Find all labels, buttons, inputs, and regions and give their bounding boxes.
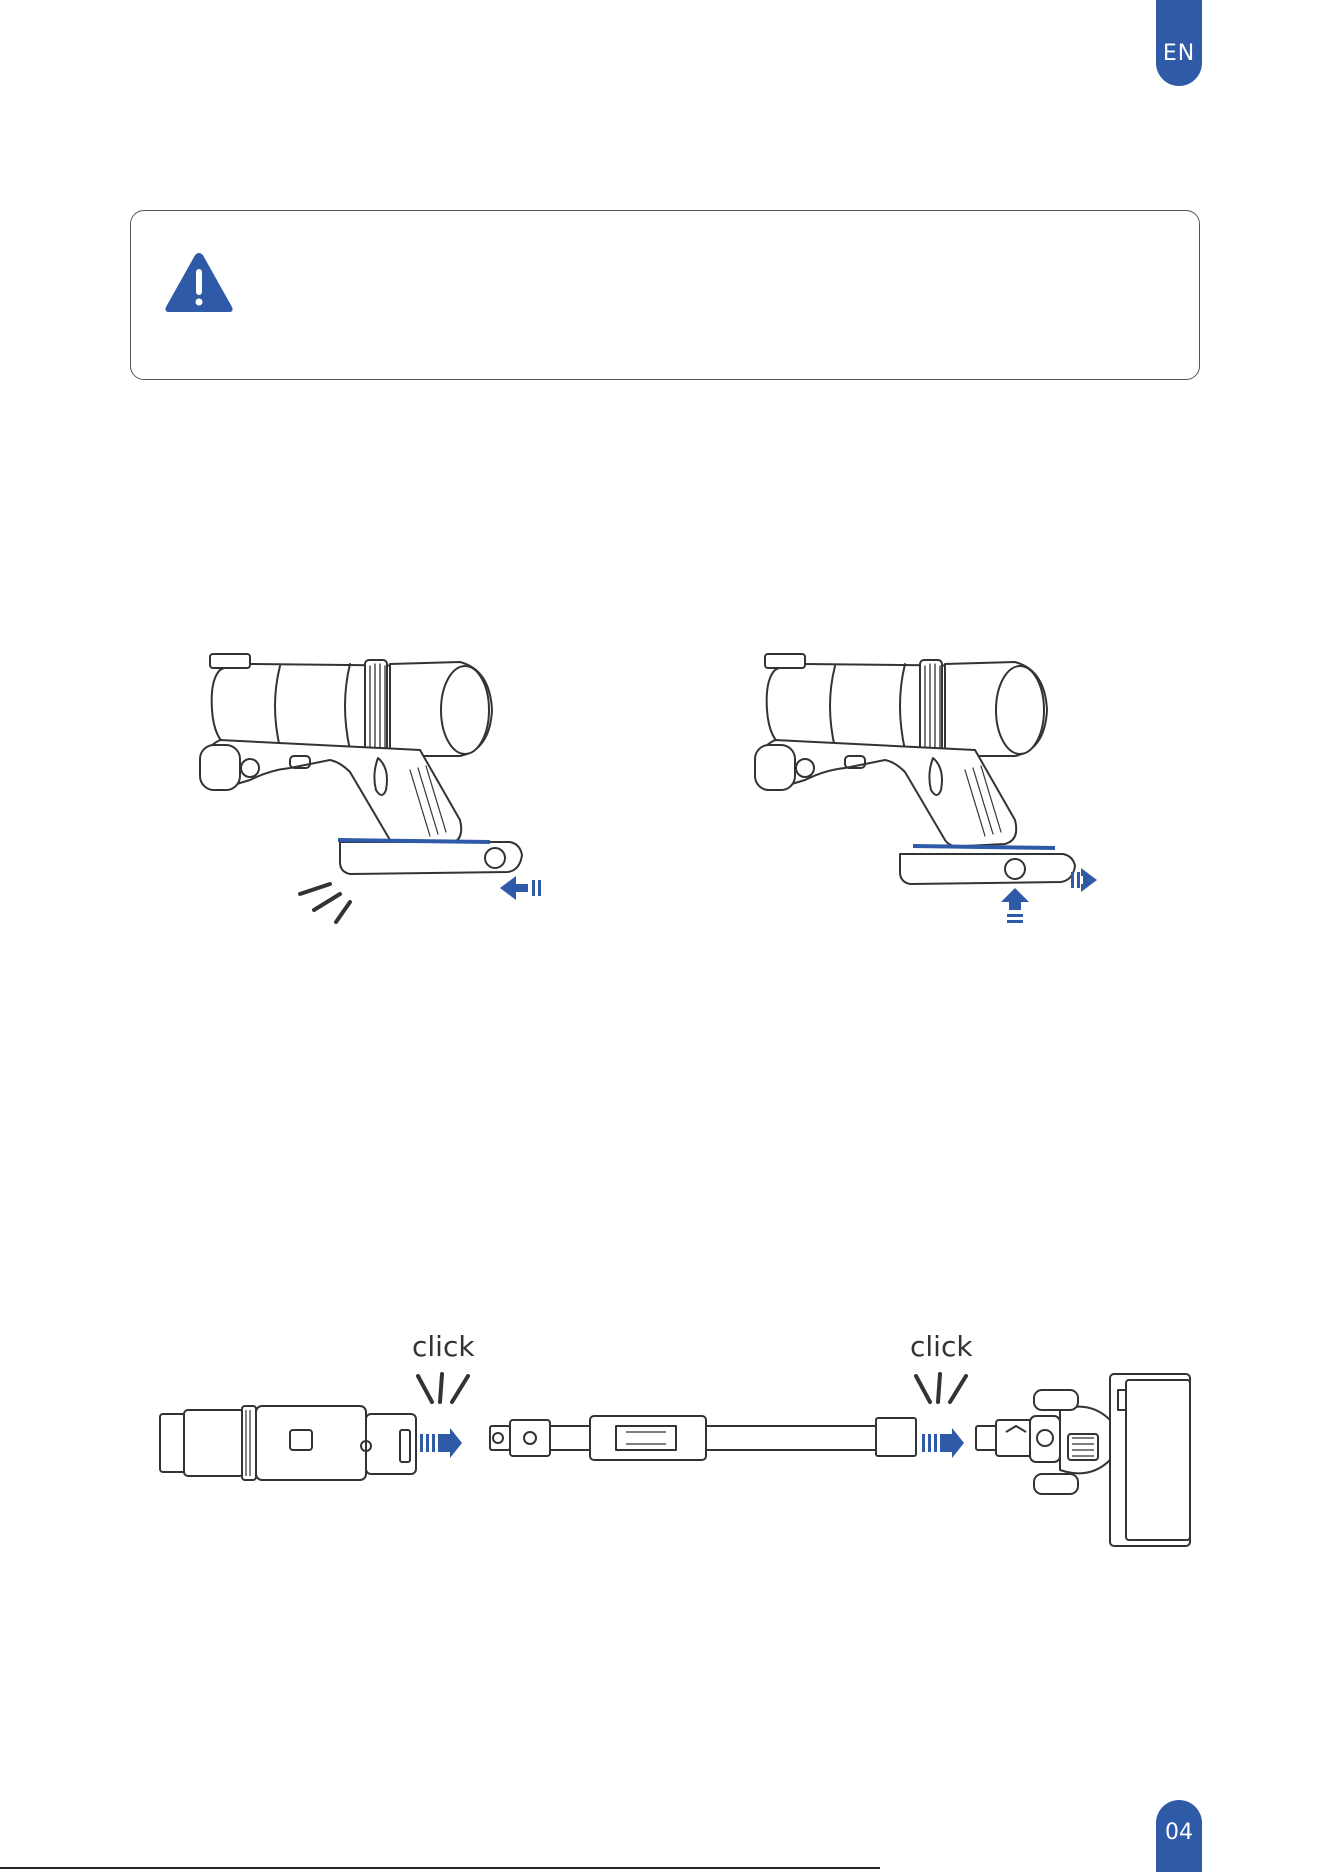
page-number-tab	[1156, 1800, 1202, 1872]
warning-triangle-icon	[163, 249, 235, 315]
language-tab	[1156, 0, 1202, 86]
battery-remove-figure	[745, 640, 1185, 940]
page-number: 04	[1165, 1820, 1193, 1845]
click-label-left: click	[412, 1330, 475, 1363]
battery-install-figure	[190, 640, 630, 940]
assembly-figure	[150, 1370, 1210, 1550]
language-label: EN	[1162, 41, 1196, 66]
click-label-right: click	[910, 1330, 973, 1363]
warning-box	[130, 210, 1200, 380]
footer-rule	[0, 1867, 880, 1869]
